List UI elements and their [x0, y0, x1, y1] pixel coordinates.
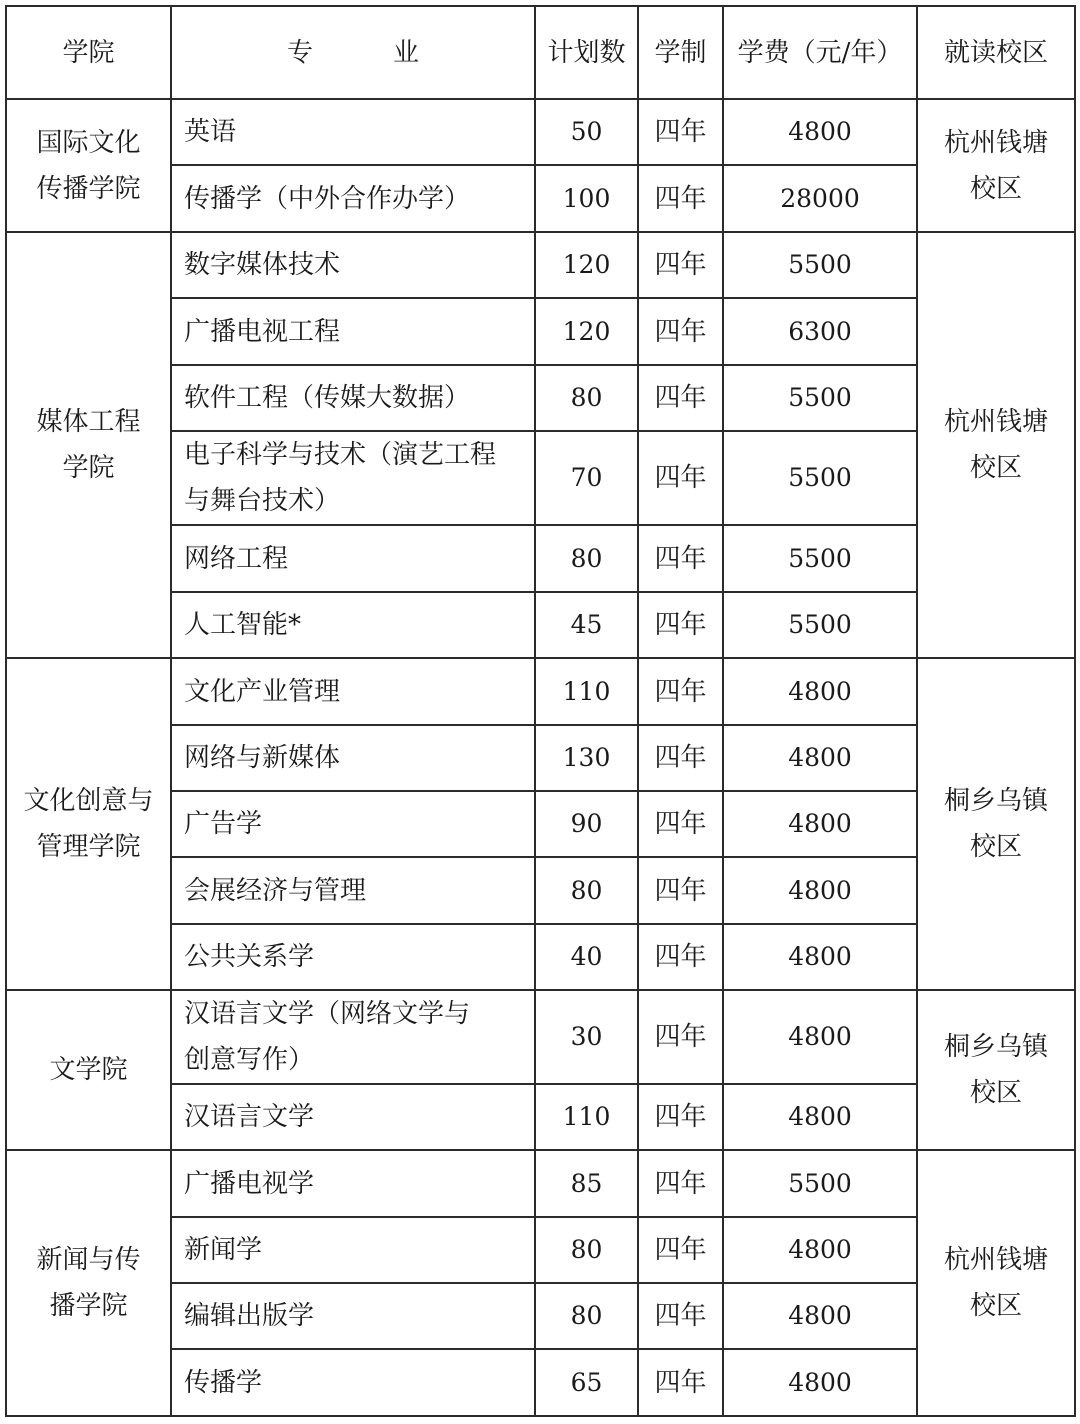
- duration-cell: 四年: [638, 725, 723, 791]
- tuition-cell: 6300: [723, 298, 917, 365]
- major-cell: 网络与新媒体: [171, 725, 535, 791]
- tuition-cell: 5500: [723, 525, 917, 592]
- plan-cell: 80: [535, 525, 638, 592]
- tuition-cell: 5500: [723, 232, 917, 298]
- header-major-char-1: 专: [286, 37, 313, 68]
- campus-cell: 杭州钱塘 校区: [917, 99, 1075, 232]
- plan-cell: 120: [535, 298, 638, 365]
- duration-cell: 四年: [638, 431, 723, 525]
- plan-cell: 110: [535, 1084, 638, 1150]
- tuition-cell: 4800: [723, 924, 917, 990]
- plan-cell: 80: [535, 1217, 638, 1283]
- major-cell: 软件工程（传媒大数据）: [171, 365, 535, 431]
- duration-cell: 四年: [638, 857, 723, 924]
- duration-cell: 四年: [638, 165, 723, 232]
- plan-cell: 30: [535, 990, 638, 1084]
- duration-cell: 四年: [638, 990, 723, 1084]
- plan-cell: 85: [535, 1150, 638, 1217]
- tuition-cell: 4800: [723, 658, 917, 725]
- tuition-cell: 4800: [723, 1084, 917, 1150]
- plan-cell: 45: [535, 592, 638, 658]
- header-plan: 计划数: [535, 6, 638, 99]
- college-cell: 新闻与传 播学院: [6, 1150, 171, 1416]
- tuition-cell: 28000: [723, 165, 917, 232]
- header-campus: 就读校区: [917, 6, 1075, 99]
- duration-cell: 四年: [638, 1217, 723, 1283]
- tuition-cell: 4800: [723, 857, 917, 924]
- college-cell: 文化创意与 管理学院: [6, 658, 171, 990]
- plan-cell: 80: [535, 1283, 638, 1349]
- duration-cell: 四年: [638, 298, 723, 365]
- duration-cell: 四年: [638, 1349, 723, 1416]
- tuition-cell: 4800: [723, 1217, 917, 1283]
- tuition-cell: 4800: [723, 990, 917, 1084]
- major-cell: 编辑出版学: [171, 1283, 535, 1349]
- major-cell: 新闻学: [171, 1217, 535, 1283]
- table-row: [6, 658, 1075, 725]
- header-major-char-2: 业: [393, 37, 420, 68]
- campus-cell: 桐乡乌镇 校区: [917, 990, 1075, 1150]
- major-cell: 文化产业管理: [171, 658, 535, 725]
- college-cell: 国际文化 传播学院: [6, 99, 171, 232]
- major-cell: 汉语言文学（网络文学与 创意写作）: [171, 990, 535, 1084]
- major-cell: 公共关系学: [171, 924, 535, 990]
- table-body: [6, 99, 1075, 1416]
- plan-cell: 110: [535, 658, 638, 725]
- major-cell: 人工智能*: [171, 592, 535, 658]
- campus-cell: 杭州钱塘 校区: [917, 1150, 1075, 1416]
- table-row: [6, 1150, 1075, 1217]
- plan-cell: 100: [535, 165, 638, 232]
- header-college: 学院: [6, 6, 171, 99]
- tuition-cell: 4800: [723, 99, 917, 165]
- duration-cell: 四年: [638, 1150, 723, 1217]
- plan-cell: 50: [535, 99, 638, 165]
- major-cell: 电子科学与技术（演艺工程 与舞台技术）: [171, 431, 535, 525]
- table-row: [6, 232, 1075, 298]
- major-cell: 会展经济与管理: [171, 857, 535, 924]
- tuition-cell: 4800: [723, 725, 917, 791]
- table-row: [6, 99, 1075, 165]
- table-row: [6, 990, 1075, 1084]
- plan-cell: 80: [535, 365, 638, 431]
- major-cell: 数字媒体技术: [171, 232, 535, 298]
- campus-cell: 桐乡乌镇 校区: [917, 658, 1075, 990]
- duration-cell: 四年: [638, 592, 723, 658]
- major-cell: 传播学: [171, 1349, 535, 1416]
- plan-cell: 65: [535, 1349, 638, 1416]
- tuition-cell: 5500: [723, 592, 917, 658]
- duration-cell: 四年: [638, 365, 723, 431]
- major-cell: 广告学: [171, 791, 535, 857]
- plan-cell: 130: [535, 725, 638, 791]
- plan-cell: 90: [535, 791, 638, 857]
- plan-cell: 120: [535, 232, 638, 298]
- major-cell: 英语: [171, 99, 535, 165]
- campus-cell: 杭州钱塘 校区: [917, 232, 1075, 658]
- duration-cell: 四年: [638, 658, 723, 725]
- major-cell: 网络工程: [171, 525, 535, 592]
- header-duration: 学制: [638, 6, 723, 99]
- duration-cell: 四年: [638, 924, 723, 990]
- duration-cell: 四年: [638, 525, 723, 592]
- plan-cell: 40: [535, 924, 638, 990]
- major-cell: 广播电视工程: [171, 298, 535, 365]
- tuition-cell: 5500: [723, 431, 917, 525]
- duration-cell: 四年: [638, 1084, 723, 1150]
- tuition-cell: 4800: [723, 791, 917, 857]
- header-tuition: 学费（元/年）: [723, 6, 917, 99]
- header-row: [6, 6, 1075, 99]
- duration-cell: 四年: [638, 232, 723, 298]
- tuition-cell: 5500: [723, 365, 917, 431]
- major-cell: 广播电视学: [171, 1150, 535, 1217]
- college-cell: 媒体工程 学院: [6, 232, 171, 658]
- enrollment-table: [5, 5, 1076, 1417]
- tuition-cell: 5500: [723, 1150, 917, 1217]
- plan-cell: 80: [535, 857, 638, 924]
- college-cell: 文学院: [6, 990, 171, 1150]
- duration-cell: 四年: [638, 99, 723, 165]
- major-cell: 汉语言文学: [171, 1084, 535, 1150]
- duration-cell: 四年: [638, 791, 723, 857]
- major-cell: 传播学（中外合作办学）: [171, 165, 535, 232]
- duration-cell: 四年: [638, 1283, 723, 1349]
- plan-cell: 70: [535, 431, 638, 525]
- tuition-cell: 4800: [723, 1283, 917, 1349]
- header-major: [171, 6, 535, 99]
- tuition-cell: 4800: [723, 1349, 917, 1416]
